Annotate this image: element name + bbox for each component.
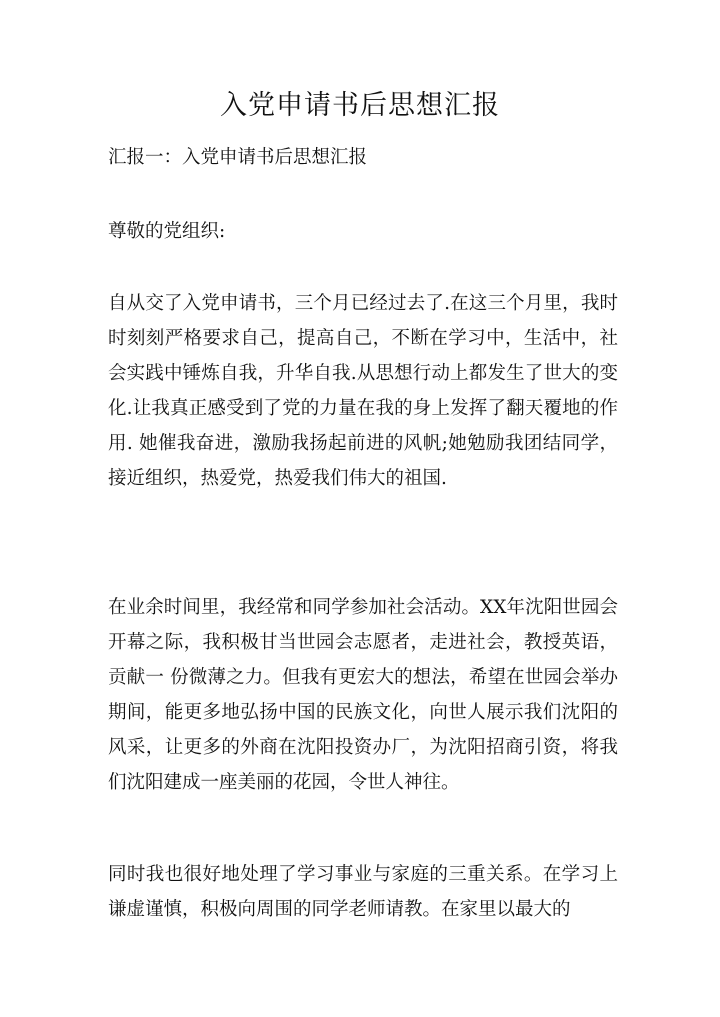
document-title: 入党申请书后思想汇报 [220, 90, 500, 121]
salutation: 尊敬的党组织: [108, 221, 226, 242]
report-subtitle: 汇报一：入党申请书后思想汇报 [108, 147, 368, 168]
paragraph: 同时我也很好地处理了学习事业与家庭的三重关系。在学习上谦虚谨慎，积极向周围的同学老师请教。在家里以最大的 [108, 864, 618, 920]
paragraph: 自从交了入党申请书，三个月已经过去了.在这三个月里，我时时刻刻严格要求自己，提高自己，不断在学习中，生活中，社会实践中锤炼自我，升华自我.从思想行动上都发生了世大的变化.让我真正感受到了党的力量在我的身上发挥了翻天覆地的作用. 她催我奋进，激励我扬起前进的风帆;她勉励我团结同学，接近组织，热爱党，热爱我们伟大的祖国. [108, 293, 618, 489]
paragraph: 在业余时间里，我经常和同学参加社会活动。XX年沈阳世园会开幕之际，我积极甘当世园会志愿者，走进社会，教授英语，贡献一 份微薄之力。但我有更宏大的想法，希望在世园会举办期间，能更多地弘扬中国的民族文化，向世人展示我们沈阳的风采，让更多的外商在沈阳投资办厂，为沈阳招商引资，将我们沈阳建成一座美丽的花园，令世人神往。 [108, 597, 618, 793]
